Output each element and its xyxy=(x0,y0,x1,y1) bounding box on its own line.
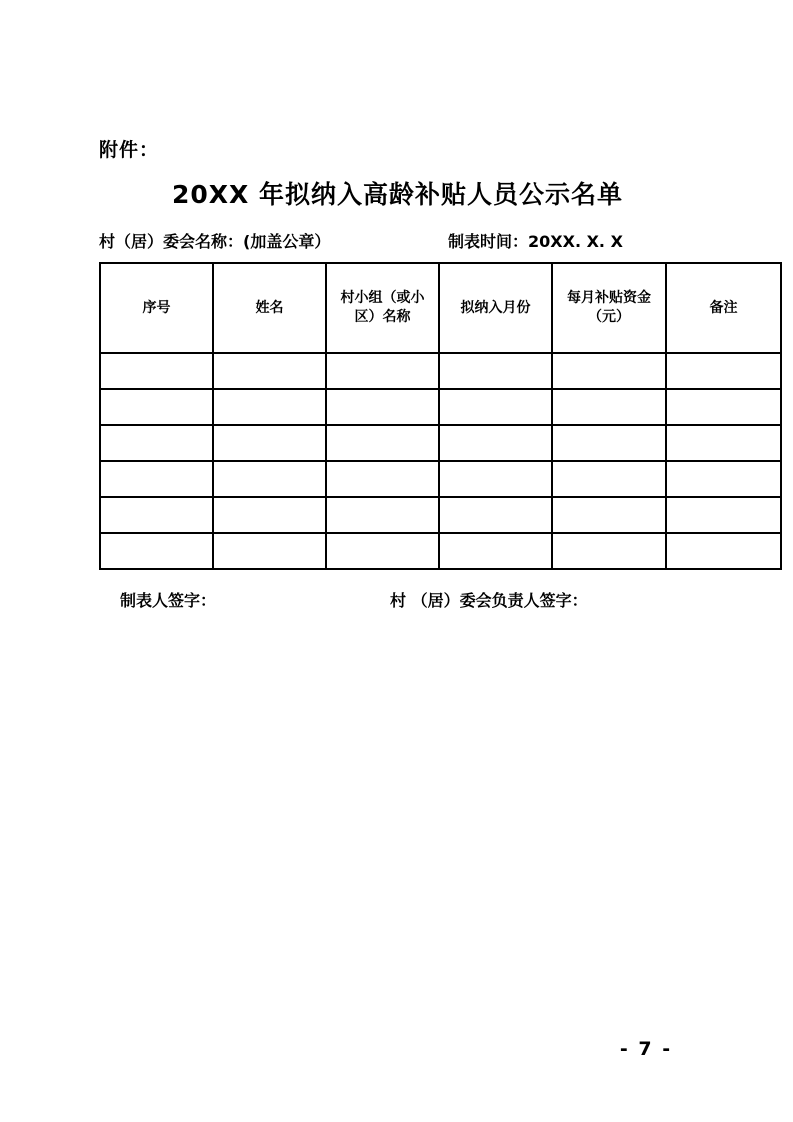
table-cell xyxy=(666,353,781,389)
table-row xyxy=(100,353,781,389)
table-header-cell-remark: 备注 xyxy=(666,263,781,353)
meta-row xyxy=(99,229,696,253)
table-header-row xyxy=(100,263,781,353)
table-header-cell-month: 拟纳入月份 xyxy=(439,263,552,353)
table-cell xyxy=(213,497,326,533)
table-cell xyxy=(100,353,213,389)
table-cell xyxy=(213,389,326,425)
table-cell xyxy=(213,461,326,497)
table-cell xyxy=(439,461,552,497)
table-cell xyxy=(439,425,552,461)
table-row xyxy=(100,389,781,425)
table-row xyxy=(100,533,781,569)
table-cell xyxy=(326,425,439,461)
table-row xyxy=(100,497,781,533)
table-cell xyxy=(439,533,552,569)
table-header-cell-name: 姓名 xyxy=(213,263,326,353)
page-number: - 7 - xyxy=(619,1038,673,1060)
table-cell xyxy=(666,425,781,461)
table-cell xyxy=(213,353,326,389)
table-cell xyxy=(552,497,666,533)
table-cell xyxy=(439,497,552,533)
table-cell xyxy=(666,533,781,569)
signature-row xyxy=(99,588,696,612)
table-cell xyxy=(552,389,666,425)
table-cell xyxy=(100,389,213,425)
table-cell xyxy=(100,533,213,569)
table-cell xyxy=(439,353,552,389)
table-header-cell-index: 序号 xyxy=(100,263,213,353)
page-title: 20XX 年拟纳入高龄补贴人员公示名单 xyxy=(171,180,624,209)
table-cell xyxy=(439,389,552,425)
table-cell xyxy=(552,461,666,497)
preparer-signature-label: 制表人签字： xyxy=(120,591,217,610)
table-cell xyxy=(100,497,213,533)
table-cell xyxy=(552,425,666,461)
table-cell xyxy=(326,533,439,569)
table-row xyxy=(100,425,781,461)
table-cell xyxy=(326,461,439,497)
table-cell xyxy=(552,533,666,569)
table-row xyxy=(100,461,781,497)
committee-name-label: 村（居）委会名称：(加盖公章） xyxy=(99,232,331,251)
table-cell xyxy=(552,353,666,389)
table-cell xyxy=(326,353,439,389)
table-cell xyxy=(100,425,213,461)
public-notice-table xyxy=(99,262,782,570)
table-cell xyxy=(213,533,326,569)
table-cell xyxy=(213,425,326,461)
attachment-label: 附件： xyxy=(99,139,160,161)
table-cell xyxy=(326,389,439,425)
date-label: 制表时间：20XX. X. X xyxy=(448,232,623,251)
table-cell xyxy=(666,497,781,533)
table-cell xyxy=(666,389,781,425)
table-cell xyxy=(666,461,781,497)
table-header-cell-amount: 每月补贴资金 （元） xyxy=(552,263,666,353)
table-header-cell-group: 村小组（或小区）名称 xyxy=(326,263,439,353)
leader-signature-label: 村 （居）委会负责人签字： xyxy=(390,591,588,610)
table-cell xyxy=(326,497,439,533)
table-cell xyxy=(100,461,213,497)
